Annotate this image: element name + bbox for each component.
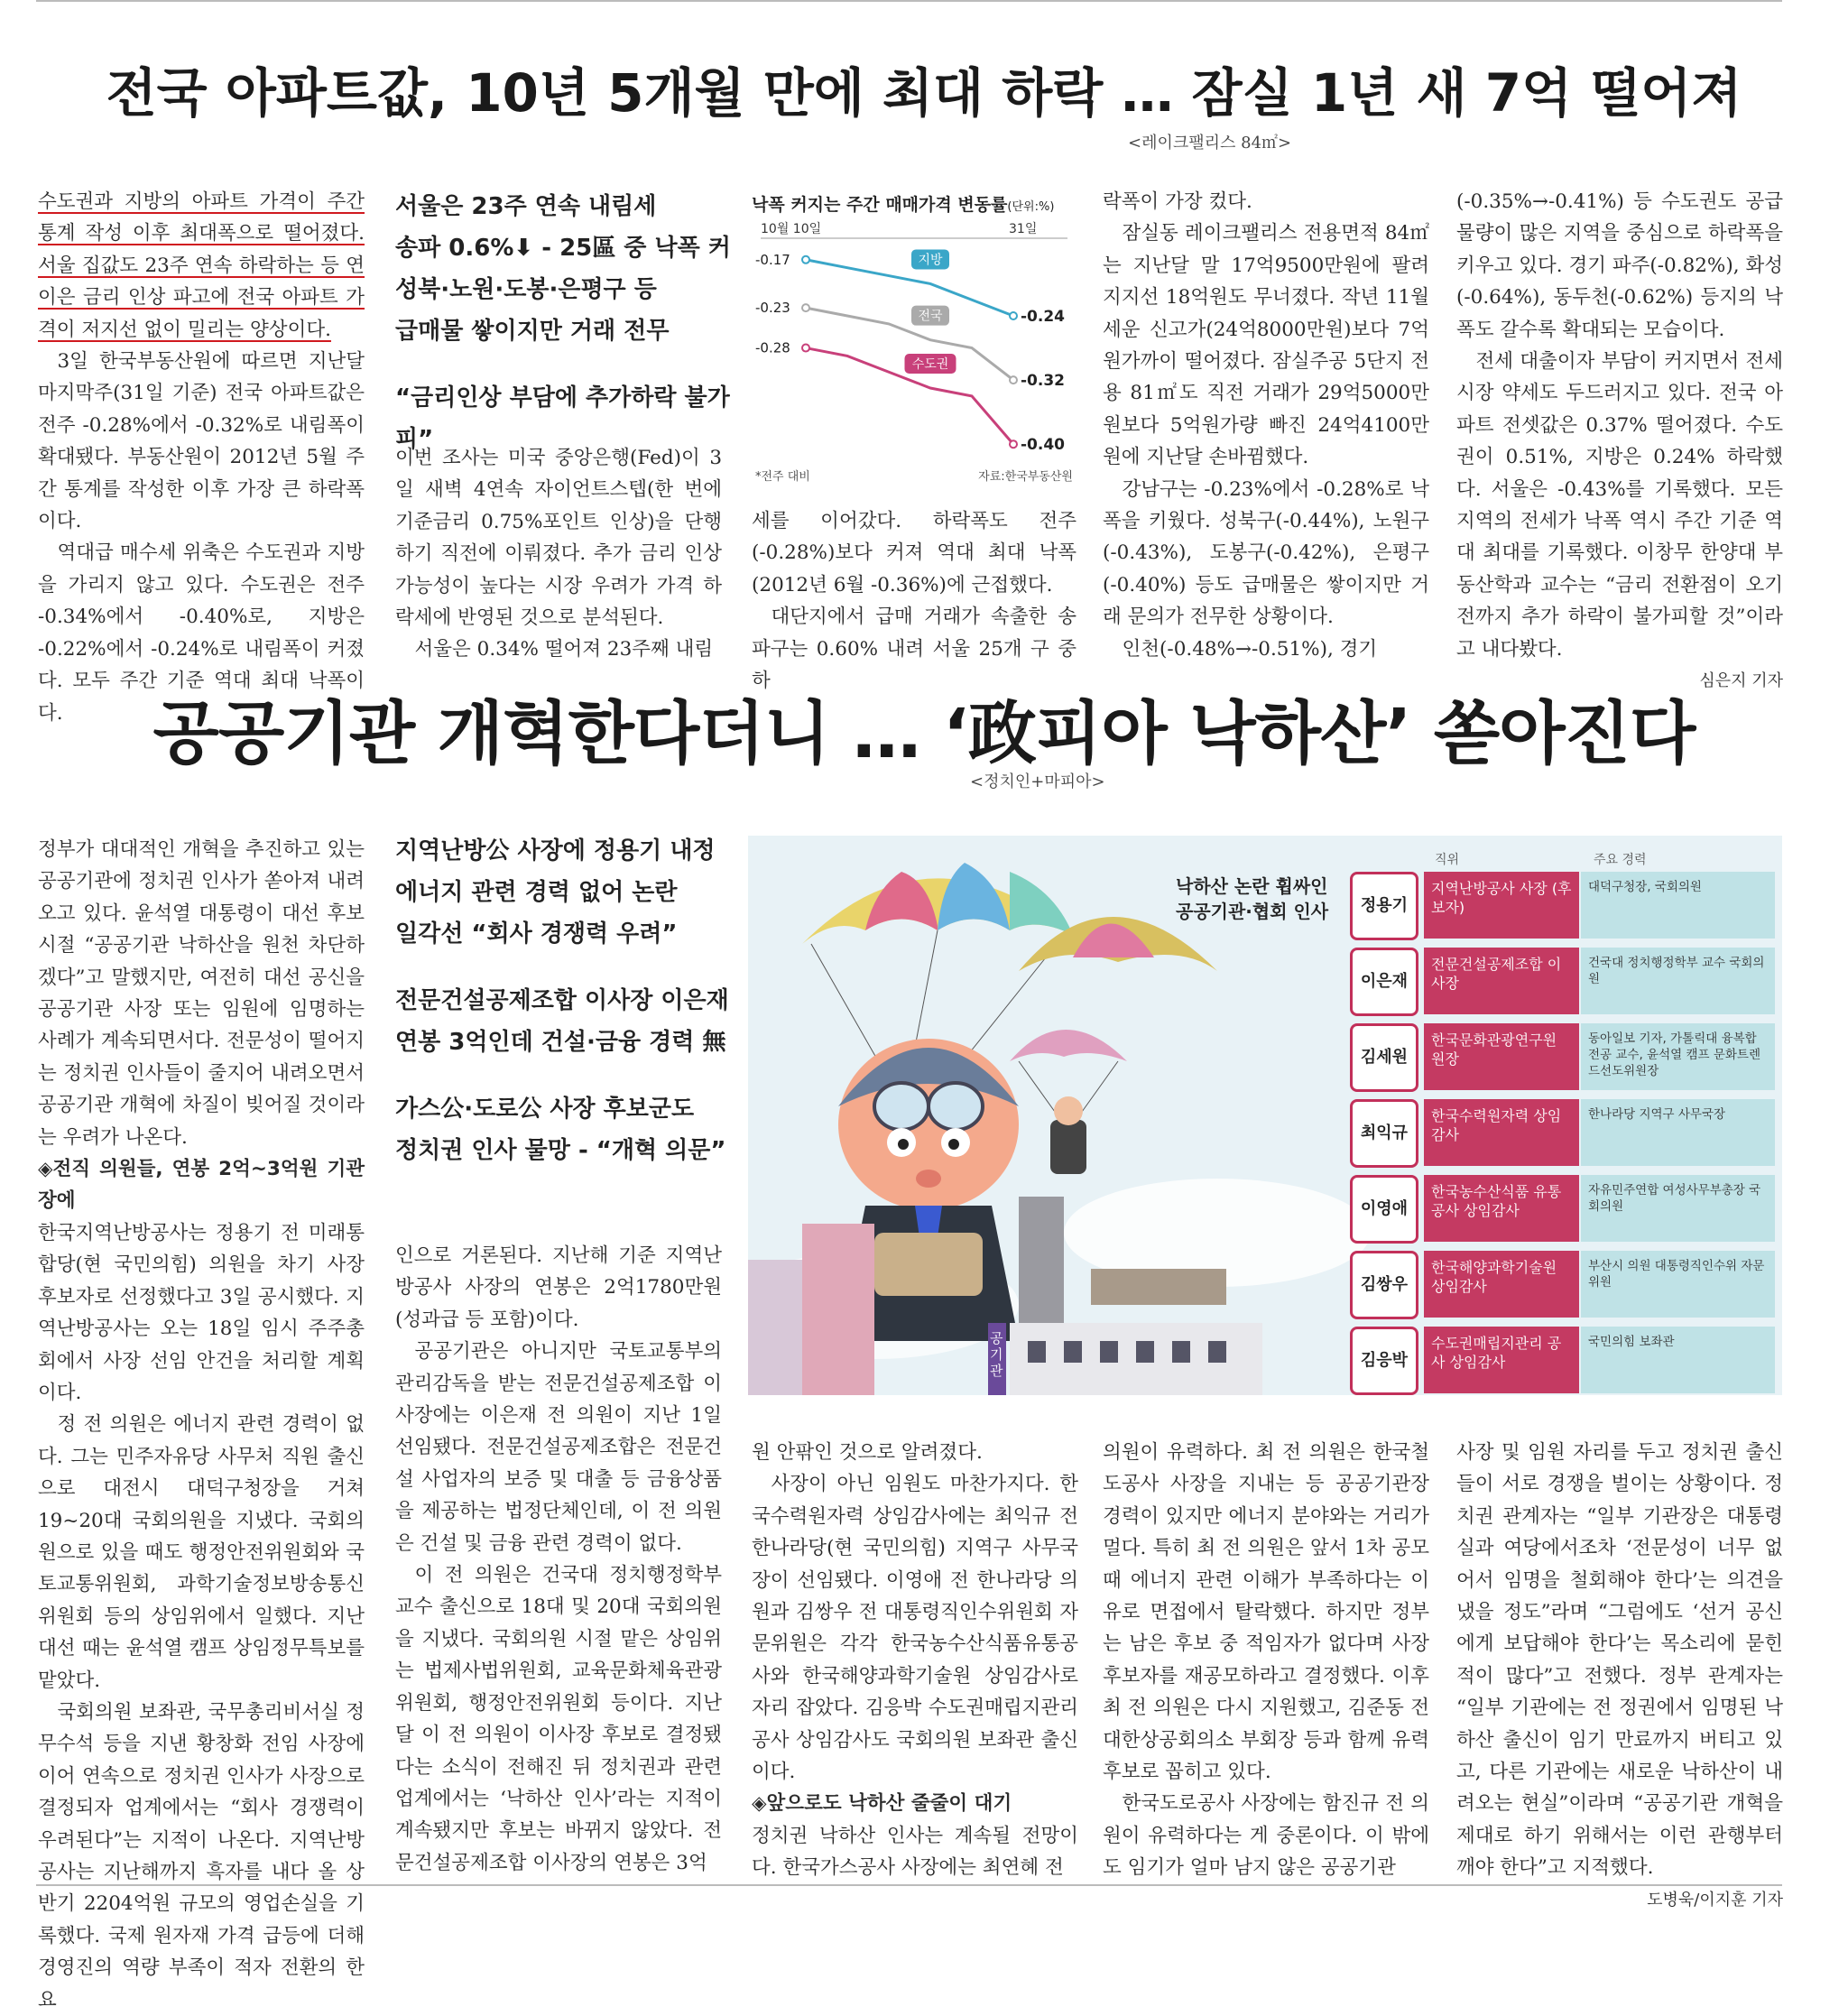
data-point <box>802 345 809 352</box>
data-label: -0.17 <box>755 251 790 268</box>
article1-subheads <box>395 186 738 460</box>
graphic-title: 낙하산 논란 휩싸인 공공기관·협회 인사 <box>1176 875 1329 922</box>
paragraph: 서울은 0.34% 떨어져 23주째 내림 <box>414 638 714 661</box>
person-name: 김응박 <box>1350 1327 1418 1395</box>
person-career: 한나라당 지역구 사무국장 <box>1581 1099 1775 1166</box>
table-row <box>1350 1247 1779 1320</box>
building-sign: 공기관 <box>990 1330 1003 1379</box>
paragraph: 수도권과 지방의 아파트 가격이 주간 통계 작성 이후 최대폭으로 떨어졌다. 서울 집값도 23주 연속 하락하는 등 연이은 금리 인상 파고에 전국 아파트 가격이 저지선 없이 밀리는 양상이다. <box>38 190 365 341</box>
paragraph: 정 전 의원은 에너지 관련 경력이 없다. 그는 민주자유당 사무처 직원 출신으로 대전시 대덕구청장을 거쳐 19~20대 국회의원을 지냈다. 국회의원으로 있을 때도 행정안전위원회와 국토교통위원회, 과학기술정보방송통신위원회 등의 상임위에서 일했다. 지난 대선 때는 윤석열 캠프 상임정무특보를 맡았다. <box>38 1413 365 1692</box>
top-rule <box>36 0 1782 2</box>
table-row <box>1350 1171 1779 1244</box>
paragraph: 전세 대출이자 부담이 커지면서 전세시장 약세도 두드러지고 있다. 전국 아파트 전셋값은 0.37% 떨어졌다. 수도권이 0.51%, 지방은 0.24% 하락했다. 서울은 -0.43%를 기록했다. 모든 지역의 전세가 낙폭 역시 주간 기준 역대 최대를 기록했다. 이창무 한양대 부동산학과 교수는 “금리 전환점이 오기 전까지 추가 하락이 불가피할 것”이라고 내다봤다. <box>1456 350 1783 661</box>
data-label: -0.32 <box>1021 372 1065 391</box>
chart-note: *전주 대비 <box>755 470 810 484</box>
article1-byline: 심은지 기자 <box>1699 671 1783 691</box>
series-name: 수도권 <box>911 357 949 372</box>
article1-headline: 전국 아파트값, 10년 5개월 만에 최대 하락 … 잠실 1년 새 7억 떨어져 <box>106 62 1742 124</box>
paragraph: 세를 이어갔다. 하락폭도 전주(-0.28%)보다 커져 역대 최대 낙폭(2012년 6월 -0.36%)에 근접했다. <box>752 510 1076 596</box>
article2-photo-caption: <정치인+마피아> <box>970 772 1105 791</box>
x-tick-label: 31일 <box>1009 222 1038 236</box>
header-position: 직위 <box>1435 853 1460 867</box>
article1-column-4 <box>1103 186 1429 665</box>
subhead: 가스公·도로公 사장 후보군도 <box>395 1096 695 1123</box>
subhead: “금리인상 부담에 추가하락 불가피” <box>395 384 730 453</box>
paragraph: 사장이 아닌 임원도 마찬가지다. 한국수력원자력 상임감사에는 최익규 전 한나라당(현 국민의힘) 지역구 사무국장이 선임됐다. 이영애 전 한나라당 의원과 김쌍우 전 대통령직인수위원회 자문위원은 각각 한국농수산식품유통공사와 한국해양과학기술원 상임감사로 자리 잡았다. 김응박 수도권매립지관리공사 상임감사도 국회의원 보좌관 출신이다. <box>752 1473 1078 1784</box>
paragraph: 역대급 매수세 위축은 수도권과 지방을 가리지 않고 있다. 수도권은 전주 -0.34%에서 -0.40%로, 지방은 -0.22%에서 -0.24%로 내림폭이 커졌다. 모두 주간 기준 역대 최대 낙폭이다. <box>38 541 365 725</box>
paragraph: 한국지역난방공사는 정용기 전 미래통합당(현 국민의힘) 의원을 차기 사장 후보자로 선정했다고 3일 공시했다. 지역난방공사는 오는 18일 임시 주주총회에서 사장 선임 안건을 처리할 계획이다. <box>38 1221 365 1404</box>
person-position: 전문건설공제조합 이사장 <box>1424 948 1579 1014</box>
series-name: 전국 <box>918 309 943 324</box>
article1-column-3 <box>752 505 1076 697</box>
subhead: 송파 0.6%⬇ - 25區 중 낙폭 커 <box>395 235 731 262</box>
person-career: 국민의힘 보좌관 <box>1581 1327 1775 1393</box>
table-row <box>1350 1096 1779 1169</box>
person-position: 한국농수산식품 유통공사 상임감사 <box>1424 1175 1579 1242</box>
series-line <box>806 260 1013 316</box>
paragraph: 대단지에서 급매 거래가 속출한 송파구는 0.60% 내려 서울 25개 구 중 하 <box>752 606 1076 693</box>
subhead: 지역난방公 사장에 정용기 내정 <box>395 837 716 865</box>
paragraph: 이 전 의원은 건국대 정치행정학부 교수 출신으로 18대 및 20대 국회의원을 지냈다. 국회의원 시절 맡은 상임위는 법제사법위원회, 교육문화체육관광위원회, 행정안전위원회 등이다. 지난달 이 전 의원이 이사장 후보로 결정됐다는 소식이 전해진 뒤 정치권과 관련 업계에서는 ‘낙하산 인사’라는 지적이 계속됐지만 후보는 바뀌지 않았다. 전문건설공제조합 이사장의 연봉은 3억 <box>395 1564 722 1874</box>
paragraph: 정부가 대대적인 개혁을 추진하고 있는 공공기관에 정치권 인사가 쏟아져 내려오고 있다. 윤석열 대통령이 대선 후보 시절 “공공기관 낙하산을 원천 차단하겠다”고 말했지만, 여전히 대선 공신을 공공기관 사장 또는 임원에 임명하는 사례가 계속되면서다. 전문성이 떨어지는 정치권 인사들이 줄지어 내려오면서 공공기관 개혁에 차질이 빚어질 것이라는 우려가 나온다. <box>38 838 365 1149</box>
person-position: 한국문화관광연구원 원장 <box>1424 1023 1579 1090</box>
paragraph: 공공기관은 아니지만 국토교통부의 관리감독을 받는 전문건설공제조합 이사장에는 이은재 전 의원이 지난 1일 선임됐다. 전문건설공제조합은 전문건설 사업자의 보증 및 대출 등 금융상품을 제공하는 법정단체인데, 이 전 의원은 건설 및 금융 관련 경력이 없다. <box>395 1340 722 1555</box>
data-point <box>1010 376 1017 384</box>
data-label: -0.24 <box>1021 308 1065 326</box>
paragraph: 잠실동 레이크팰리스 전용면적 84㎡는 지난달 말 17억9500만원에 팔려 지지선 18억원도 무너졌다. 작년 11월 세운 신고가(24억8000만원)보다 7억원가까이 떨어졌다. 잠실주공 5단지 전용 81㎡도 직전 거래가 29억5000만원보다 5억원가량 빠진 24억4100만원에 지난달 손바뀜했다. <box>1103 222 1429 469</box>
table-row <box>1350 944 1779 1017</box>
header-career: 주요 경력 <box>1594 853 1647 867</box>
data-point <box>1010 440 1017 448</box>
paragraph: 원 안팎인 것으로 알려졌다. <box>752 1441 983 1464</box>
subhead: 급매물 쌓이지만 거래 전무 <box>395 318 670 345</box>
subhead: 에너지 관련 경력 없어 논란 <box>395 879 678 906</box>
article1-column-1 <box>38 186 365 729</box>
person-position: 지역난방공사 사장 (후보자) <box>1424 872 1579 939</box>
data-point <box>802 304 809 311</box>
paragraph: 이번 조사는 미국 중앙은행(Fed)이 3일 새벽 4연속 자이언트스텝(한 번에 기준금리 0.75%포인트 인상)을 단행하기 직전에 이뤄졌다. 추가 금리 인상 가능성이 높다는 시장 우려가 가격 하락세에 반영된 것으로 분석된다. <box>395 447 722 630</box>
section-subhead: ◈앞으로도 낙하산 줄줄이 대기 <box>752 1792 1012 1816</box>
paragraph: 인으로 거론된다. 지난해 기준 지역난방공사 사장의 연봉은 2억1780만원(성과급 등 포함)이다. <box>395 1244 722 1331</box>
data-point <box>1010 312 1017 319</box>
person-career: 부산시 의원 대통령직인수위 자문위원 <box>1581 1251 1775 1318</box>
person-name: 김쌍우 <box>1350 1251 1418 1319</box>
subhead: 연봉 3억인데 건설·금융 경력 無 <box>395 1029 726 1056</box>
person-position: 한국수력원자력 상임감사 <box>1424 1099 1579 1166</box>
article2-column-3 <box>752 1437 1078 1884</box>
subhead: 전문건설공제조합 이사장 이은재 <box>395 987 729 1014</box>
chart-title: 낙폭 커지는 주간 매매가격 변동률(단위:%) <box>752 195 1055 215</box>
data-label: -0.23 <box>755 300 790 317</box>
section-subhead: ◈전직 의원들, 연봉 2억~3억원 기관장에 <box>38 1158 365 1213</box>
data-point <box>802 256 809 264</box>
chart-source: 자료:한국부동산원 <box>978 470 1073 484</box>
article1-photo-caption: <레이크팰리스 84㎡> <box>1128 134 1292 153</box>
article1-column-5 <box>1456 186 1783 698</box>
paragraph: 의원이 유력하다. 최 전 의원은 한국철도공사 사장을 지내는 등 공공기관장 경력이 있지만 에너지 분야와는 거리가 멀다. 특히 최 전 의원은 앞서 1차 공모 때 에너지 관련 이해가 부족하다는 이유로 면접에서 탈락했다. 하지만 정부는 남은 후보 중 적임자가 없다며 사장 후보자를 재공모하라고 결정했다. 이후 최 전 의원은 다시 지원했고, 김준동 전 대한상공회의소 부회장 등과 함께 유력 후보로 꼽히고 있다. <box>1103 1441 1429 1784</box>
series-name: 지방 <box>918 253 943 268</box>
paragraph: 정치권 낙하산 인사는 계속될 전망이다. 한국가스공사 사장에는 최연혜 전 <box>752 1824 1078 1880</box>
subhead: 정치권 인사 물망 - “개혁 의문” <box>395 1137 726 1164</box>
person-career: 건국대 정치행정학부 교수 국회의원 <box>1581 948 1775 1014</box>
paragraph: 한국도로공사 사장에는 함진규 전 의원이 유력하다는 게 중론이다. 이 밖에도 임기가 얼마 남지 않은 공공기관 <box>1103 1792 1429 1880</box>
article2-subheads <box>395 830 738 1171</box>
bottom-rule <box>36 1884 1782 1886</box>
paragraph: 3일 한국부동산원에 따르면 지난달 마지막주(31일 기준) 전국 아파트값은 전주 -0.28%에서 -0.32%로 내림폭이 확대됐다. 부동산원이 2012년 5월 주간 통계를 작성한 이후 가장 큰 하락폭이다. <box>38 350 365 533</box>
person-position: 한국해양과학기술원 상임감사 <box>1424 1251 1579 1318</box>
x-tick-label: 10월 10일 <box>761 222 822 236</box>
person-career: 자유민주연합 여성사무부총장 국회의원 <box>1581 1175 1775 1242</box>
article2-column-1 <box>38 834 365 2016</box>
person-name: 최익규 <box>1350 1099 1418 1168</box>
article2-column-4 <box>1103 1437 1429 1884</box>
subhead: 성북·노원·도봉·은평구 등 <box>395 276 657 303</box>
person-name: 김세원 <box>1350 1023 1418 1092</box>
table-row <box>1350 1323 1779 1396</box>
person-name: 이영애 <box>1350 1175 1418 1244</box>
article2-column-2 <box>395 1240 722 1879</box>
line-chart <box>752 217 1076 487</box>
article2-byline: 도병욱/이지훈 기자 <box>1647 1890 1783 1910</box>
paragraph: 인천(-0.48%→-0.51%), 경기 <box>1122 637 1378 661</box>
data-label: -0.40 <box>1021 436 1065 455</box>
paragraph: (-0.35%→-0.41%) 등 수도권도 공급 물량이 많은 지역을 중심으로 하락폭을 키우고 있다. 경기 파주(-0.82%), 화성(-0.64%), 동두천(-0.62%) 등지의 낙폭도 갈수록 확대되는 모습이다. <box>1456 190 1783 341</box>
person-career: 동아일보 기자, 가톨릭대 융복합전공 교수, 윤석열 캠프 문화트렌드선도위원장 <box>1581 1023 1775 1090</box>
article2-headline: 공공기관 개혁한다더니 … ‘政피아 낙하산’ 쏟아진다 <box>152 693 1696 773</box>
table-row <box>1350 868 1779 941</box>
person-career: 대덕구청장, 국회의원 <box>1581 872 1775 939</box>
article1-column-2 <box>395 442 722 666</box>
person-name: 정용기 <box>1350 872 1418 940</box>
subhead: 서울은 23주 연속 내림세 <box>395 193 657 220</box>
paragraph: 사장 및 임원 자리를 두고 정치권 출신들이 서로 경쟁을 벌이는 상황이다. 정치권 관계자는 “일부 기관장은 대통령실과 여당에서조차 ‘전문성이 너무 없어서 임명을 철회해야 한다’는 의견을 냈을 정도”라며 “그럼에도 ‘선거 공신에게 보답해야 한다’는 목소리에 묻힌 적이 많다”고 전했다. 정부 관계자는 “일부 기관에는 전 정권에서 임명된 낙하산 출신이 임기 만료까지 버티고 있고, 다른 기관에는 새로운 낙하산이 내려오는 현실”이라며 “공공기관 개혁을 제대로 하기 위해서는 이런 관행부터 깨야 한다”고 지적했다. <box>1456 1441 1783 1880</box>
paragraph: 국회의원 보좌관, 국무총리비서실 정무수석 등을 지낸 황창화 전임 사장에 이어 연속으로 정치권 인사가 사장으로 결정되자 업계에서는 “회사 경쟁력이 우려된다”는 지적이 나온다. 지역난방공사는 지난해까지 흑자를 내다 올 상반기 2204억원 규모의 영업손실을 기록했다. 국제 원자재 가격 급등에 더해 경영진의 역량 부족이 적자 전환의 한 요 <box>38 1700 365 2011</box>
subhead: 일각선 “회사 경쟁력 우려” <box>395 920 678 948</box>
article2-column-5 <box>1456 1437 1783 1916</box>
table-row <box>1350 1020 1779 1093</box>
data-label: -0.28 <box>755 339 790 356</box>
paragraph: 락폭이 가장 컸다. <box>1103 190 1252 213</box>
person-position: 수도권매립지관리 공사 상임감사 <box>1424 1327 1579 1393</box>
person-name: 이은재 <box>1350 948 1418 1016</box>
paragraph: 강남구는 -0.23%에서 -0.28%로 낙폭을 키웠다. 성북구(-0.44%), 노원구(-0.43%), 도봉구(-0.42%), 은평구(-0.40%) 등도 급매물은 쌓이지만 거래 문의가 전무한 상황이다. <box>1103 477 1429 629</box>
